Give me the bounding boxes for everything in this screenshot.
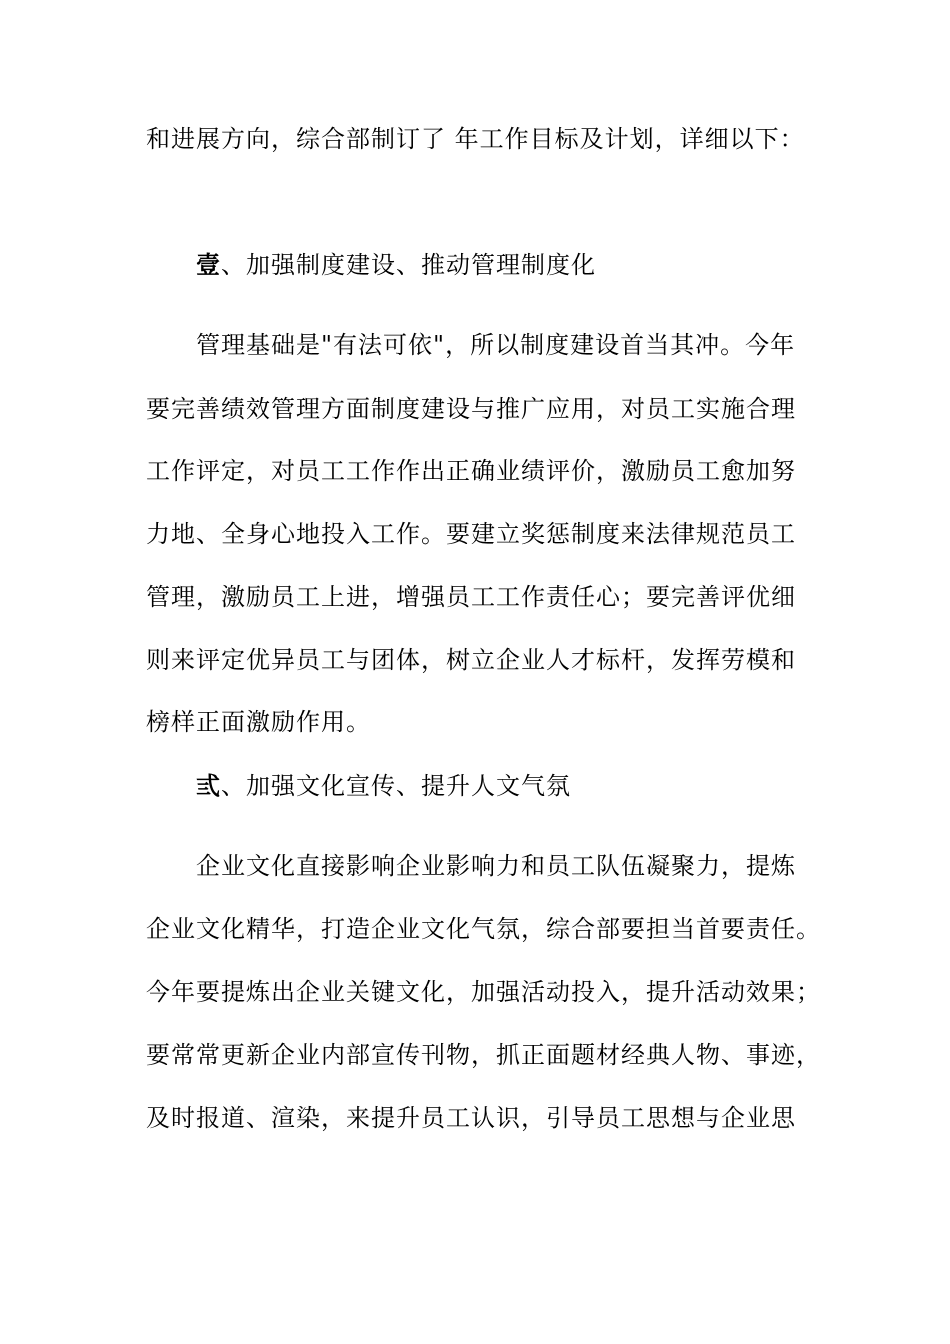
paragraph-line: 要常常更新企业内部宣传刊物，抓正面题材经典人物、事迹，	[146, 1041, 821, 1069]
section-number: 壹	[196, 250, 221, 279]
paragraph-line: 企业文化精华，打造企业文化气氛，综合部要担当首要责任。	[146, 915, 821, 943]
paragraph-line: 及时报道、渲染，来提升员工认识，引导员工思想与企业思	[146, 1104, 796, 1132]
section-title: 、加强制度建设、推动管理制度化	[221, 251, 596, 279]
intro-paragraph-line: 和进展方向，综合部制订了 年工作目标及计划，详细以下：	[146, 125, 805, 153]
paragraph-line: 工作评定，对员工工作作出正确业绩评价，激励员工愈加努	[146, 457, 796, 485]
section-heading-2	[196, 771, 571, 801]
section-heading-1	[196, 250, 596, 280]
paragraph-line: 管理，激励员工上进，增强员工工作责任心；要完善评优细	[146, 583, 796, 611]
paragraph-line: 要完善绩效管理方面制度建设与推广应用，对员工实施合理	[146, 395, 796, 423]
paragraph-line: 力地、全身心地投入工作。要建立奖惩制度来法律规范员工	[146, 520, 796, 548]
paragraph-line: 则来评定优异员工与团体，树立企业人才标杆，发挥劳模和	[146, 646, 796, 674]
section-number: 弎	[196, 771, 221, 800]
paragraph-line: 管理基础是"有法可依"，所以制度建设首当其冲。今年	[196, 331, 796, 359]
paragraph-line: 企业文化直接影响企业影响力和员工队伍凝聚力，提炼	[196, 852, 796, 880]
section-title: 、加强文化宣传、提升人文气氛	[221, 772, 571, 800]
paragraph-line: 今年要提炼出企业关键文化，加强活动投入，提升活动效果；	[146, 978, 821, 1006]
paragraph-line: 榜样正面激励作用。	[146, 708, 371, 736]
